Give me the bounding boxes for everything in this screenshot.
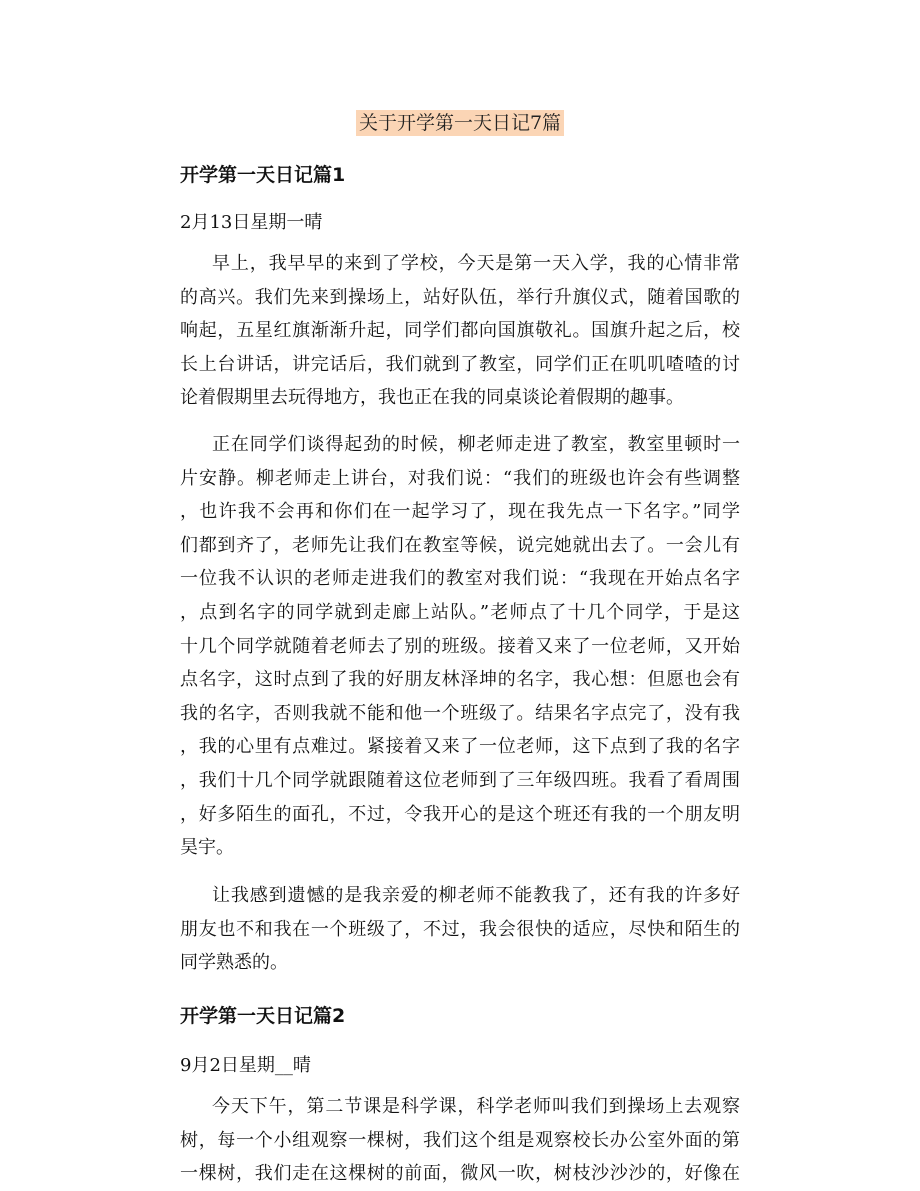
text-line: 今天下午，第二节课是科学课，科学老师叫我们到操场上去观察 [212,1096,740,1117]
text-line: ，点到名字的同学就到走廊上站队。”老师点了十几个同学，于是这 [180,601,740,623]
text-line: 一位我不认识的老师走进我们的教室对我们说：“我现在开始点名字 [180,568,740,590]
text-line: ，我的心里有点难过。紧接着又来了一位老师，这下点到了我的名字 [180,736,740,758]
text-line: 点名字，这时点到了我的好朋友林泽坤的名字，我心想：但愿也会有 [180,669,740,691]
diary-date: 2月13日星期一晴 [180,212,323,233]
text-line: 朋友也不和我在一个班级了，不过，我会很快的适应，尽快和陌生的 [180,918,740,940]
text-line: 响起，五星红旗渐渐升起，同学们都向国旗敬礼。国旗升起之后，校 [180,320,740,342]
section-heading: 开学第一天日记篇2 [180,1005,346,1027]
text-line: 让我感到遗憾的是我亲爱的柳老师不能教我了，还有我的许多好 [212,885,740,906]
text-line: 十几个同学就随着老师去了别的班级。接着又来了一位老师，又开始 [180,635,740,657]
document-title: 关于开学第一天日记7篇 [0,108,920,135]
paragraph [180,247,740,415]
diary-date: 9月2日星期__晴 [180,1055,311,1076]
text-line: 我的名字，否则我就不能和他一个班级了。结果名字点完了，没有我 [180,702,740,724]
text-line: 片安静。柳老师走上讲台，对我们说：“我们的班级也许会有些调整 [180,467,740,489]
section-heading: 开学第一天日记篇1 [180,164,346,186]
text-line: 一棵树，我们走在这棵树的前面，微风一吹，树枝沙沙沙的，好像在 [180,1163,740,1185]
text-line: 树，每一个小组观察一棵树，我们这个组是观察校长办公室外面的第 [180,1129,740,1151]
paragraph [180,428,740,865]
text-line: 的高兴。我们先来到操场上，站好队伍，举行升旗仪式，随着国歌的 [180,286,740,308]
text-line: 们都到齐了，老师先让我们在教室等候，说完她就出去了。一会儿有 [180,534,740,556]
text-line: 长上台讲话，讲完话后，我们就到了教室，同学们正在叽叽喳喳的讨 [180,353,740,375]
paragraph [180,1090,740,1191]
text-line: 正在同学们谈得起劲的时候，柳老师走进了教室，教室里顿时一 [212,434,740,455]
text-line: 论着假期里去玩得地方，我也正在我的同桌谈论着假期的趣事。 [180,387,684,409]
text-line: ，好多陌生的面孔，不过，令我开心的是这个班还有我的一个朋友明 [180,803,740,825]
paragraph [180,879,740,980]
text-line: 同学熟悉的。 [180,952,288,974]
text-line: 昊宇。 [180,837,234,859]
text-line: ，也许我不会再和你们在一起学习了，现在我先点一下名字。”同学 [180,501,740,523]
text-line: 早上，我早早的来到了学校，今天是第一天入学，我的心情非常 [212,253,740,274]
text-line: ，我们十几个同学就跟随着这位老师到了三年级四班。我看了看周围 [180,769,740,791]
